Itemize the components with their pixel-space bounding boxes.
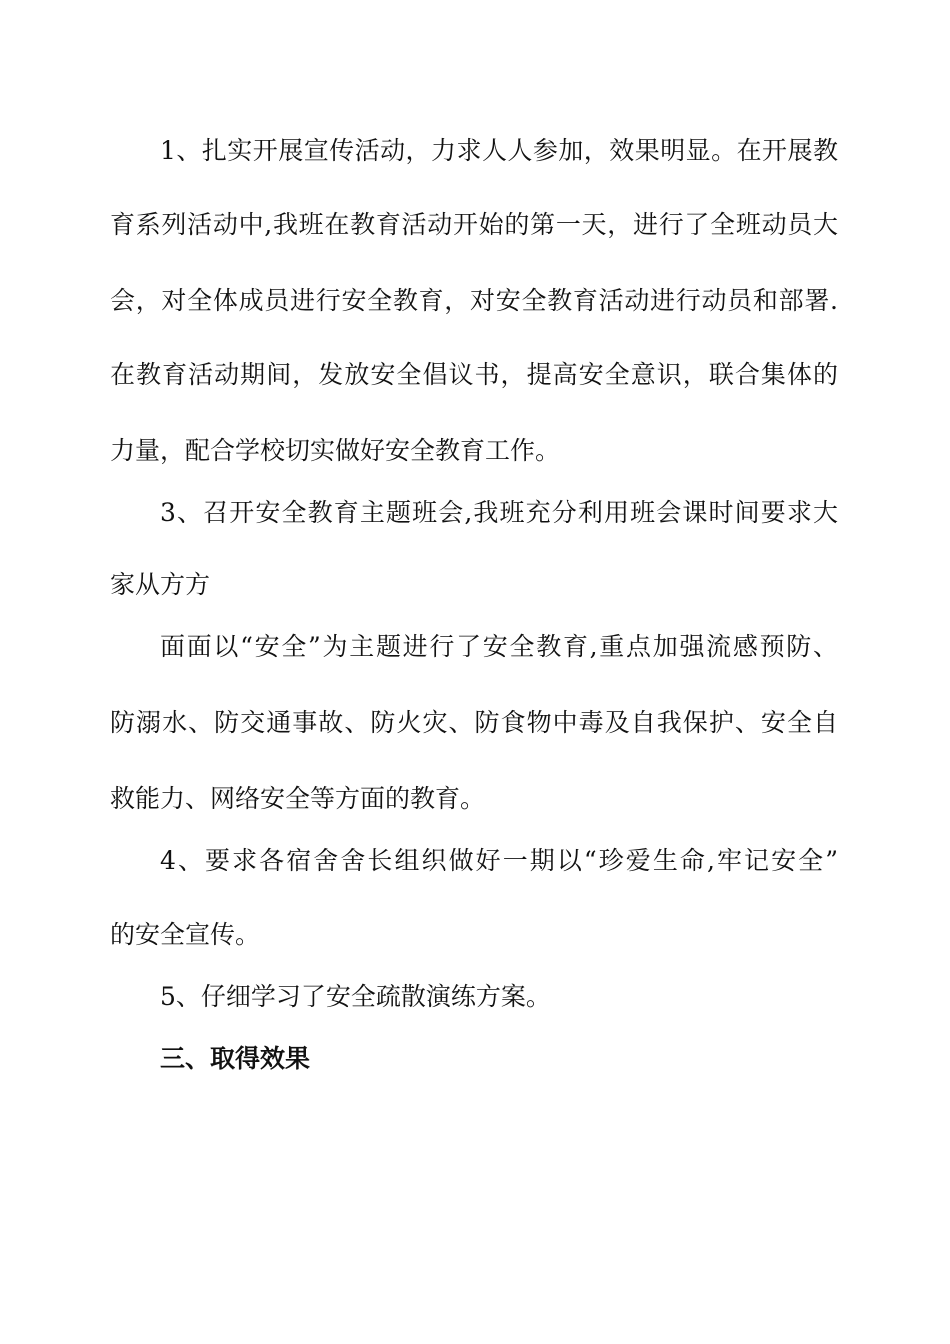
paragraph-4-line-1: 4、要求各宿舍舍长组织做好一期以“珍爱生命,牢记安全” — [160, 846, 838, 875]
paragraph-1-line-3: 会，对全体成员进行安全教育，对安全教育活动进行动员和部署. — [110, 286, 838, 315]
paragraph-3-line-2: 家从方方 — [110, 570, 211, 599]
paragraph-4-line-2: 的安全宣传。 — [110, 920, 261, 949]
section-heading: 三、取得效果 — [160, 1044, 311, 1073]
paragraph-3b-line-2: 防溺水、防交通事故、防火灾、防食物中毒及自我保护、安全自 — [110, 708, 838, 737]
paragraph-1-line-1: 1、扎实开展宣传活动，力求人人参加，效果明显。在开展教 — [160, 136, 838, 165]
paragraph-3b-line-1: 面面以“安全”为主题进行了安全教育,重点加强流感预防、 — [160, 632, 838, 661]
paragraph-3-line-1: 3、召开安全教育主题班会,我班充分利用班会课时间要求大 — [160, 498, 838, 527]
paragraph-5-line-1: 5、仔细学习了安全疏散演练方案。 — [160, 982, 551, 1011]
paragraph-3b-line-3: 救能力、网络安全等方面的教育。 — [110, 784, 486, 813]
paragraph-1-line-4: 在教育活动期间，发放安全倡议书，提高安全意识，联合集体的 — [110, 360, 838, 389]
paragraph-1-line-5: 力量，配合学校切实做好安全教育工作。 — [110, 436, 561, 465]
paragraph-1-line-2: 育系列活动中,我班在教育活动开始的第一天，进行了全班动员大 — [110, 210, 838, 239]
